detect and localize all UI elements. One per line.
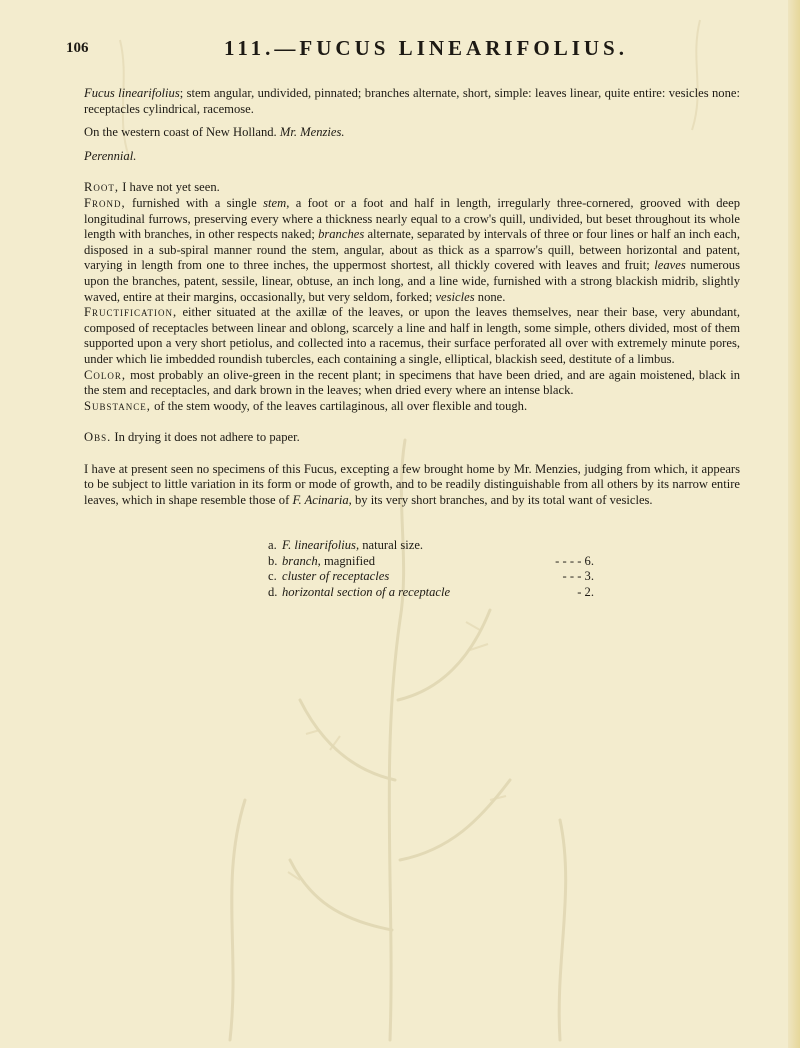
remarks-text-a: I have at present seen no specimens of this Fucus, excepting a few brought home by Mr. Menzies, judging from which, it appears to be subject to little variation in its form or mode of growth, and to be readily distinguishable from all others by its narrow entire leaves, which in shape resemble those of (84, 461, 740, 508)
color-term: Color, (84, 367, 127, 382)
plate-magnification: - - - 3. (562, 569, 594, 584)
collector: Mr. Menzies. (279, 125, 345, 140)
substance-term: Substance, (84, 398, 151, 413)
obs-paragraph (84, 430, 740, 446)
plate-legend (268, 538, 608, 600)
fructification-text: either situated at the axillæ of the leaves, or upon the leaves themselves, near their base, very abundant, composed of receptacles between linear and oblong, scarcely a line and half in length, some simple, others divided, most of them supported upon a very short petiolus, and collected into a racemus, their surface perforated all over with extremely minute pores, under which lie imbedded roundish tubercles, each containing a single, elliptical, blackish seed, destitute of a limbus. (84, 305, 740, 366)
obs-text: In drying it does not adhere to paper. (111, 430, 300, 445)
plate-suffix: natural size. (359, 538, 424, 552)
page-number: 106 (66, 40, 89, 56)
frond-stem: stem, (263, 195, 290, 210)
obs-term: Obs. (84, 430, 112, 445)
frond-text-a: furnished with a single (125, 195, 264, 210)
fructification-paragraph (84, 305, 740, 367)
frond-vesicles: vesicles (435, 289, 475, 304)
root-paragraph (84, 180, 740, 196)
plate-letter: b. (268, 553, 278, 568)
remarks-text-b: by its very short branches, and by its total want of vesicles. (351, 493, 653, 508)
root-text: I have not yet seen. (119, 180, 220, 195)
frond-text-b: a foot or a foot and half in length, irregularly three-cornered, grooved with deep longitudinal furrows, preserving every where a thickness nearly equal to a crow's quill, undivided, but beset throughout its whole length with branches, in other respects naked; (84, 195, 740, 242)
remarks-species: F. Acinaria, (292, 493, 352, 508)
plate-letter: d. (268, 584, 278, 599)
plate-legend-item (268, 538, 608, 554)
frond-leaves: leaves (654, 258, 686, 273)
plate-caption: cluster of receptacles (282, 569, 390, 584)
diagnosis-text: ; stem angular, undivided, pinnated; branches alternate, short, simple: leaves linear, quite entire: vesicles none: receptacles cylindrical, racemose. (84, 86, 740, 116)
substance-paragraph (84, 399, 740, 415)
plate-caption: F. linearifolius, (282, 538, 360, 552)
article-body (84, 86, 740, 509)
duration: Perennial. (84, 148, 137, 163)
frond-text-c: alternate, separated by intervals of three or four lines or half an inch each, disposed in a sub-spiral manner round the stem, angular, about as thick as a sparrow's quill, between horizontal and patent, varying in length from one to three inches, the uppermost shortest, all thickly covered with leaves and fruit; (84, 227, 740, 273)
frond-text-d: numerous upon the branches, patent, sessile, linear, obtuse, an inch long, and a line wide, furnished with a strong blackish midrib, slightly waved, entire at their margins, occasionally, but very seldom, forked; (84, 258, 740, 304)
duration-paragraph (84, 149, 740, 165)
remarks-paragraph (84, 462, 740, 509)
plate-caption: horizontal section of a receptacle (282, 584, 451, 599)
plate-letter: a. (268, 538, 277, 552)
plate-suffix: magnified (320, 553, 376, 568)
plate-legend-item (268, 554, 608, 570)
species-name: Fucus linearifolius (84, 86, 180, 100)
color-text: most probably an olive-green in the recent plant; in specimens that have been dried, and are again moistened, black in the stem and receptacles, and dark brown in the leaves; when dried every where an intense black. (84, 367, 740, 398)
diagnosis-paragraph (84, 86, 740, 117)
frond-text-e: none. (474, 289, 506, 304)
plate-legend-item (268, 569, 608, 585)
page-title: 111.—FUCUS LINEARIFOLIUS. (224, 36, 628, 60)
plate-letter: c. (268, 569, 277, 584)
fructification-term: Fructification, (84, 305, 178, 320)
plate-legend-item (268, 585, 608, 601)
frond-term: Frond, (84, 195, 126, 210)
frond-branches: branches (318, 227, 365, 242)
plate-magnification: - - - - 6. (555, 553, 594, 568)
root-term: Root, (84, 180, 120, 195)
substance-text: of the stem woody, of the leaves cartilaginous, all over flexible and tough. (150, 398, 528, 413)
color-paragraph (84, 368, 740, 399)
page-header (66, 36, 766, 66)
locality-text: On the western coast of New Holland. (84, 125, 277, 140)
frond-paragraph (84, 196, 740, 305)
locality-paragraph (84, 125, 740, 141)
plate-magnification: - 2. (577, 584, 594, 599)
plate-caption: branch, (282, 553, 321, 568)
